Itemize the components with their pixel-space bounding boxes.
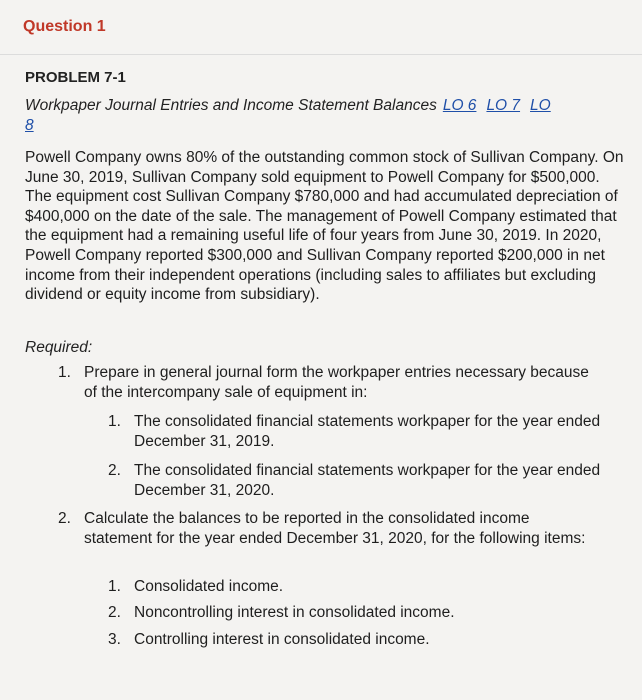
subitem-number: 2. [108, 604, 121, 621]
requirement-text: Calculate the balances to be reported in the consolidated income statement for the year ended December 31, 2020, for the following items: [84, 510, 586, 547]
subitem-number: 3. [108, 631, 121, 648]
subitem-text: Consolidated income. [134, 578, 284, 595]
problem-title: PROBLEM 7-1 [25, 69, 126, 86]
divider [0, 54, 642, 55]
question-title: Question 1 [23, 18, 106, 35]
requirement-number: 2. [58, 510, 71, 527]
subtitle-text: Workpaper Journal Entries and Income Statement Balances [25, 97, 437, 114]
lo-link-8-number[interactable]: 8 [25, 117, 34, 134]
lo-link-6[interactable]: LO 6 [442, 97, 477, 114]
subitem-text: Controlling interest in consolidated income. [134, 631, 430, 648]
problem-body: Powell Company owns 80% of the outstanding common stock of Sullivan Company. On June 30, 2019, Sullivan Company sold equipment to Powell Company for $500,000. The equipment cost Sullivan Company $780,000 and had accumulated depreciation of $400,000 on the date of the sale. The management of Powell Company estimated that the equipment had a remaining useful life of four years from June 30, 2019. In 2020, Powell Company reported $300,000 and Sullivan Company reported $200,000 in net income from their independent operations (including sales to affiliates but excluding dividend or equity income from subsidiary). [25, 149, 624, 304]
problem-subtitle [25, 96, 625, 136]
required-label: Required: [25, 339, 93, 356]
subitem-number: 1. [108, 578, 121, 595]
subitem-number: 2. [108, 462, 121, 479]
lo-link-7[interactable]: LO 7 [486, 97, 521, 114]
subitem-number: 1. [108, 413, 121, 430]
subitem-text: The consolidated financial statements workpaper for the year ended December 31, 2019. [134, 413, 601, 450]
subitem-text: The consolidated financial statements workpaper for the year ended December 31, 2020. [134, 462, 601, 499]
requirement-number: 1. [58, 364, 71, 381]
lo-link-8[interactable]: LO [530, 97, 551, 114]
requirement-text: Prepare in general journal form the workpaper entries necessary because of the intercompany sale of equipment in: [84, 364, 589, 401]
subitem-text: Noncontrolling interest in consolidated income. [134, 604, 455, 621]
